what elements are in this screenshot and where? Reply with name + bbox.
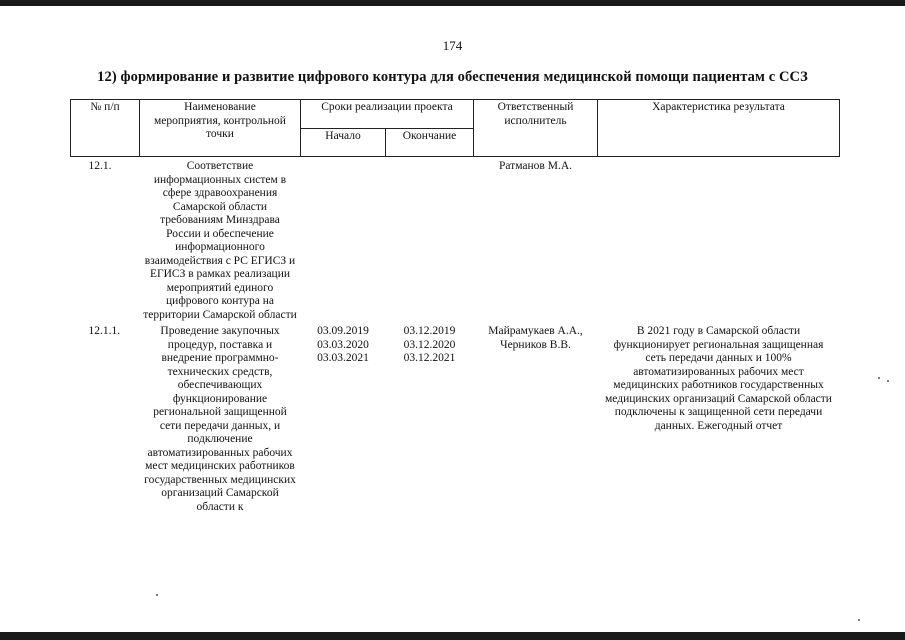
scan-speck <box>878 377 880 379</box>
header-end: Окончание <box>386 129 474 157</box>
page-number: 174 <box>442 38 463 53</box>
header-name: Наименование мероприятия, контрольной точки <box>140 100 301 157</box>
start-date-cell <box>301 322 386 514</box>
header-responsible: Ответственный исполнитель <box>474 100 598 157</box>
table-row <box>71 322 840 514</box>
row-number: 12.1.1. <box>88 325 121 337</box>
start-date-cell <box>301 157 386 323</box>
scan-speck <box>156 594 158 596</box>
end-date-cell <box>386 157 474 323</box>
row-number: 12.1. <box>88 160 112 172</box>
end-date: 03.12.2020 <box>403 338 456 351</box>
end-date-cell <box>386 322 474 514</box>
header-result: Характеристика результата <box>598 100 840 157</box>
measures-table <box>70 99 840 514</box>
end-date: 03.12.2021 <box>403 352 456 364</box>
section-title: 12) формирование и развитие цифрового контура для обеспечения медицинской помощи пациентам с ССЗ <box>97 69 808 85</box>
header-num: № п/п <box>71 100 140 157</box>
measure-name: Соответствие информационных систем в сфере здравоохранения Самарской области требованиям Минздрава России и обеспечение информационного взаимодействия с РС ЕГИСЗ и ЕГИСЗ в рамках реализации мероприятий единого цифрового контура на территории Самарской области <box>143 160 297 321</box>
measure-name: Проведение закупочных процедур, поставка и внедрение программно-технических средств, обеспечивающих функционирование региональной защищенной сети передачи данных, и подключение автоматизированных рабочих мест медицинских работников государственных медицинских организаций Самарской области к <box>144 325 296 513</box>
result-description <box>598 157 840 323</box>
header-start: Начало <box>301 129 386 157</box>
start-date: 03.09.2019 <box>317 325 369 337</box>
responsible-person: Ратманов М.А. <box>498 160 573 172</box>
result-description: В 2021 году в Самарской области функционирует региональная защищенная сеть передачи данных и 100% автоматизированных рабочих мест медицинских работников государственных медицинских организаций Самарской области подключены к защищенной сети передачи данных. Ежегодный отчет <box>605 325 832 432</box>
header-terms: Сроки реализации проекта <box>301 100 474 129</box>
scan-speck <box>858 619 860 621</box>
end-date: 03.12.2019 <box>403 325 456 337</box>
scan-speck <box>887 380 889 382</box>
table-row <box>71 157 840 323</box>
header-row <box>71 100 840 129</box>
start-date: 03.03.2021 <box>317 352 369 364</box>
scan-edge-bottom <box>0 632 905 640</box>
responsible-person: Майрамукаев А.А., Черников В.В. <box>488 325 583 351</box>
scan-edge-top <box>0 0 905 6</box>
start-date: 03.03.2020 <box>317 338 369 351</box>
